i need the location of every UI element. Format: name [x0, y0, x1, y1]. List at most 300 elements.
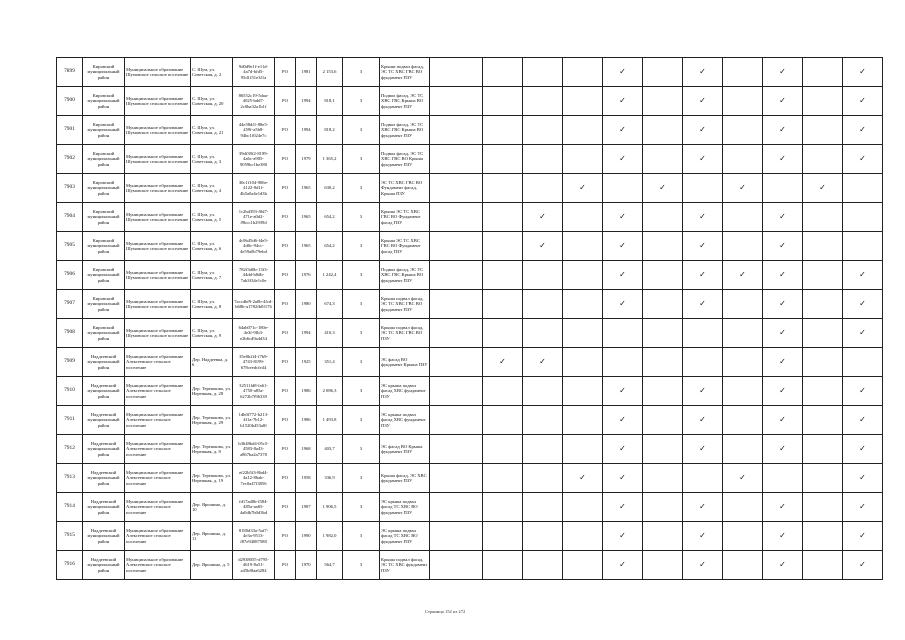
table-row: [57, 319, 883, 348]
district-cell: Наддеевский муниципальный район: [83, 435, 125, 464]
check-icon: ✓: [603, 435, 643, 464]
empty-cell: [563, 522, 603, 551]
works-cell: Крыша подвал фасад, ЭС ТС ХВС фундамент ПЗУ: [380, 551, 430, 580]
works-cell: ЭС крыша подвал фасад ХВС фундамент ПЗУ: [380, 377, 430, 406]
empty-cell: [723, 145, 763, 174]
empty-cell: [683, 464, 723, 493]
empty-cell: [683, 319, 723, 348]
district-cell: Наддеевский муниципальный район: [83, 551, 125, 580]
row-number: 7910: [57, 377, 83, 406]
works-cell: Крыша фасад, ЭС ХВС фундамент ПЗУ: [380, 464, 430, 493]
empty-cell: [643, 87, 683, 116]
check-icon: ✓: [843, 435, 883, 464]
district-cell: Кировский муниципальный район: [83, 87, 125, 116]
ro-cell: РО: [275, 116, 296, 145]
year-cell: 1994: [296, 319, 317, 348]
empty-cell: [563, 377, 603, 406]
area-cell: 1 906,5: [317, 493, 343, 522]
empty-cell: [523, 87, 563, 116]
district-cell: Кировский муниципальный район: [83, 116, 125, 145]
check-icon: ✓: [603, 87, 643, 116]
empty-cell: [563, 261, 603, 290]
check-icon: ✓: [763, 58, 803, 87]
empty-cell: [430, 116, 483, 145]
check-icon: ✓: [843, 261, 883, 290]
area-cell: 654,2: [317, 203, 343, 232]
fias-code-cell: fd17ad0b-f584-485a-aa65-4a0db7b0d3bd: [233, 493, 275, 522]
count-cell: 3: [343, 319, 380, 348]
empty-cell: [563, 551, 603, 580]
works-cell: ЭС крыша подвал фасад ТС ХВС ВО фундамент ПЗУ: [380, 493, 430, 522]
empty-cell: [723, 522, 763, 551]
check-icon: ✓: [843, 319, 883, 348]
ro-cell: РО: [275, 174, 296, 203]
empty-cell: [483, 87, 523, 116]
year-cell: 1965: [296, 174, 317, 203]
check-icon: ✓: [843, 551, 883, 580]
check-icon: ✓: [763, 290, 803, 319]
address-cell: Дер. Наддеевка, д. 6: [191, 348, 233, 377]
empty-cell: [483, 290, 523, 319]
ro-cell: РО: [275, 377, 296, 406]
check-icon: ✓: [723, 261, 763, 290]
empty-cell: [803, 435, 843, 464]
fias-code-cell: 39df39f2-8199-4a6c-a905-9059bc1be380: [233, 145, 275, 174]
works-cell: ЭС фасад ВО фундамент Крыша ПЗУ: [380, 348, 430, 377]
district-cell: Наддеевский муниципальный район: [83, 522, 125, 551]
table-row: [57, 377, 883, 406]
empty-cell: [523, 435, 563, 464]
works-cell: ЭС крыша подвал фасад ТС ХВС ВО фундамент ПЗУ: [380, 522, 430, 551]
fias-code-cell: ef22b5f3-8bd4-4a12-86ab-7ec0a47f3856: [233, 464, 275, 493]
row-number: 7914: [57, 493, 83, 522]
empty-cell: [723, 203, 763, 232]
ro-cell: РО: [275, 232, 296, 261]
empty-cell: [723, 348, 763, 377]
empty-cell: [803, 203, 843, 232]
year-cell: 1981: [296, 58, 317, 87]
district-cell: Кировский муниципальный район: [83, 319, 125, 348]
district-cell: Кировский муниципальный район: [83, 174, 125, 203]
area-cell: 1 365,2: [317, 145, 343, 174]
check-icon: ✓: [683, 493, 723, 522]
empty-cell: [523, 145, 563, 174]
check-icon: ✓: [683, 377, 723, 406]
works-cell: Подвал фасад, ЭС ТС ХВС ГВС Крыша ВО фундамент ПЗУ: [380, 87, 430, 116]
year-cell: 1986: [296, 377, 317, 406]
check-icon: ✓: [683, 406, 723, 435]
check-icon: ✓: [683, 145, 723, 174]
empty-cell: [430, 493, 483, 522]
municipality-cell: Муниципальное образование Алексеевское сельское поселение: [125, 464, 191, 493]
empty-cell: [803, 377, 843, 406]
check-icon: ✓: [843, 464, 883, 493]
table-row: [57, 116, 883, 145]
check-icon: ✓: [603, 145, 643, 174]
empty-cell: [430, 174, 483, 203]
year-cell: 1990: [296, 522, 317, 551]
address-cell: Дер. Ярошино, д. 5: [191, 551, 233, 580]
empty-cell: [723, 290, 763, 319]
table-row: [57, 232, 883, 261]
table-row: [57, 406, 883, 435]
row-number: 7901: [57, 116, 83, 145]
empty-cell: [723, 232, 763, 261]
address-cell: Дер. Терешково, ул. Нерешкая, д. 8: [191, 435, 233, 464]
municipality-cell: Муниципальное образование Алексеевское сельское поселение: [125, 377, 191, 406]
empty-cell: [723, 493, 763, 522]
empty-cell: [430, 435, 483, 464]
empty-cell: [483, 203, 523, 232]
check-icon: ✓: [763, 87, 803, 116]
count-cell: 3: [343, 493, 380, 522]
empty-cell: [803, 551, 843, 580]
empty-cell: [603, 348, 643, 377]
check-icon: ✓: [763, 377, 803, 406]
empty-cell: [683, 174, 723, 203]
empty-cell: [803, 116, 843, 145]
check-icon: ✓: [563, 174, 603, 203]
municipality-cell: Муниципальное образование Алексеевское сельское поселение: [125, 493, 191, 522]
count-cell: 3: [343, 261, 380, 290]
year-cell: 1979: [296, 145, 317, 174]
count-cell: 3: [343, 406, 380, 435]
row-number: 7905: [57, 232, 83, 261]
fias-code-cell: 86552c19-5daa-4025-bdd7-2c0ba32a1b1f: [233, 87, 275, 116]
count-cell: 3: [343, 58, 380, 87]
empty-cell: [523, 493, 563, 522]
empty-cell: [563, 319, 603, 348]
empty-cell: [763, 464, 803, 493]
empty-cell: [723, 87, 763, 116]
empty-cell: [563, 203, 603, 232]
row-number: 7899: [57, 58, 83, 87]
empty-cell: [803, 261, 843, 290]
address-cell: С. Шум, ул. Советская, д. 3: [191, 145, 233, 174]
fias-code-cell: 1c2bd393-f0d7-471e-a0d2-f9bcc1b2939d: [233, 203, 275, 232]
empty-cell: [563, 116, 603, 145]
count-cell: 3: [343, 145, 380, 174]
year-cell: 1976: [296, 261, 317, 290]
municipality-cell: Муниципальное образование Шумовское сельское поселение: [125, 203, 191, 232]
check-icon: ✓: [683, 435, 723, 464]
works-cell: Крыши подвал фасад, ЭС ТС ХВС ГВС ВО фундамент ПЗУ: [380, 58, 430, 87]
empty-cell: [723, 406, 763, 435]
area-cell: 1 493,8: [317, 406, 343, 435]
empty-cell: [563, 290, 603, 319]
check-icon: ✓: [483, 348, 523, 377]
area-cell: 410,3: [317, 319, 343, 348]
empty-cell: [430, 406, 483, 435]
table-row: [57, 203, 883, 232]
year-cell: 1987: [296, 493, 317, 522]
empty-cell: [483, 551, 523, 580]
empty-cell: [430, 203, 483, 232]
ro-cell: РО: [275, 493, 296, 522]
row-number: 7903: [57, 174, 83, 203]
works-cell: Подвал фасад, ЭС ТС ХВС ГВС Крыша ВО фундамент ПЗУ: [380, 261, 430, 290]
check-icon: ✓: [763, 232, 803, 261]
ro-cell: РО: [275, 348, 296, 377]
area-cell: 818,1: [317, 87, 343, 116]
empty-cell: [563, 145, 603, 174]
table-row: [57, 348, 883, 377]
empty-cell: [643, 232, 683, 261]
fias-code-cell: 64ab071c-180e-4e3f-9fb3-e2b6cd9a4d34: [233, 319, 275, 348]
count-cell: 3: [343, 464, 380, 493]
address-cell: С. Шум, ул. Советская, д. 5: [191, 203, 233, 232]
empty-cell: [483, 493, 523, 522]
fias-code-cell: b3648bd4-05c5-4583-8a43-a867ba2a7378: [233, 435, 275, 464]
municipality-cell: Муниципальное образование Шумовское сельское поселение: [125, 290, 191, 319]
row-number: 7906: [57, 261, 83, 290]
check-icon: ✓: [523, 203, 563, 232]
check-icon: ✓: [763, 493, 803, 522]
check-icon: ✓: [603, 377, 643, 406]
count-cell: 3: [343, 87, 380, 116]
area-cell: 818,2: [317, 116, 343, 145]
empty-cell: [523, 377, 563, 406]
check-icon: ✓: [603, 464, 643, 493]
count-cell: 3: [343, 174, 380, 203]
check-icon: ✓: [763, 145, 803, 174]
municipality-cell: Муниципальное образование Шумовское сельское поселение: [125, 87, 191, 116]
row-number: 7900: [57, 87, 83, 116]
empty-cell: [563, 87, 603, 116]
check-icon: ✓: [603, 58, 643, 87]
area-cell: 336,9: [317, 464, 343, 493]
ro-cell: РО: [275, 464, 296, 493]
check-icon: ✓: [763, 551, 803, 580]
empty-cell: [483, 145, 523, 174]
empty-cell: [523, 522, 563, 551]
check-icon: ✓: [723, 174, 763, 203]
ro-cell: РО: [275, 87, 296, 116]
check-icon: ✓: [683, 551, 723, 580]
empty-cell: [643, 319, 683, 348]
check-icon: ✓: [603, 232, 643, 261]
empty-cell: [483, 58, 523, 87]
check-icon: ✓: [843, 290, 883, 319]
check-icon: ✓: [763, 319, 803, 348]
works-cell: ЭС крыша подвал фасад ХВС фундамент ПЗУ: [380, 406, 430, 435]
year-cell: 1968: [296, 435, 317, 464]
ro-cell: РО: [275, 319, 296, 348]
check-icon: ✓: [763, 261, 803, 290]
fias-code-cell: 44e58df1-88e5-459f-a5b8-94bc1f024e7c: [233, 116, 275, 145]
row-number: 7916: [57, 551, 83, 580]
check-icon: ✓: [523, 232, 563, 261]
address-cell: С. Шум, ул. Советская, д. 8: [191, 290, 233, 319]
empty-cell: [563, 348, 603, 377]
table-row: [57, 174, 883, 203]
empty-cell: [643, 493, 683, 522]
empty-cell: [643, 435, 683, 464]
table-row: [57, 464, 883, 493]
ro-cell: РО: [275, 406, 296, 435]
check-icon: ✓: [843, 116, 883, 145]
empty-cell: [523, 406, 563, 435]
check-icon: ✓: [763, 203, 803, 232]
table-row: [57, 435, 883, 464]
check-icon: ✓: [763, 522, 803, 551]
empty-cell: [643, 203, 683, 232]
empty-cell: [483, 406, 523, 435]
check-icon: ✓: [843, 522, 883, 551]
district-cell: Кировский муниципальный район: [83, 261, 125, 290]
empty-cell: [483, 464, 523, 493]
ro-cell: РО: [275, 203, 296, 232]
ro-cell: РО: [275, 290, 296, 319]
count-cell: 3: [343, 435, 380, 464]
check-icon: ✓: [523, 348, 563, 377]
empty-cell: [483, 116, 523, 145]
check-icon: ✓: [683, 232, 723, 261]
works-cell: Подвал фасад, ЭС ТС ХВС ГВС Крыша ВО фундамент ПЗУ: [380, 116, 430, 145]
empty-cell: [643, 348, 683, 377]
works-cell: Крыша подвал фасад, ЭС ТС ХВС ГВС ВО ПЗУ: [380, 319, 430, 348]
empty-cell: [430, 232, 483, 261]
fias-code-cell: 30c1f104-906e-4122-9d1f-4b5a0a4e1d3b: [233, 174, 275, 203]
row-number: 7912: [57, 435, 83, 464]
row-number: 7902: [57, 145, 83, 174]
check-icon: ✓: [683, 290, 723, 319]
empty-cell: [483, 232, 523, 261]
municipality-cell: Муниципальное образование Шумовское сельское поселение: [125, 261, 191, 290]
works-cell: Крыша ЭС ТС ХВС ГВС ВО Фундамент фасад ПЗУ: [380, 203, 430, 232]
table-row: [57, 145, 883, 174]
empty-cell: [523, 261, 563, 290]
page-footer: Страница 152 из 272: [425, 609, 466, 614]
check-icon: ✓: [843, 87, 883, 116]
empty-cell: [523, 290, 563, 319]
empty-cell: [723, 377, 763, 406]
municipality-cell: Муниципальное образование Алексеевское сельское поселение: [125, 348, 191, 377]
check-icon: ✓: [603, 551, 643, 580]
empty-cell: [803, 145, 843, 174]
empty-cell: [643, 377, 683, 406]
empty-cell: [843, 232, 883, 261]
fias-code-cell: 9d0d9e1f-e11d-4a7d-bfd5-95d1f51e3f1a: [233, 58, 275, 87]
district-cell: Кировский муниципальный район: [83, 290, 125, 319]
area-cell: 2 153,6: [317, 58, 343, 87]
municipality-cell: Муниципальное образование Шумовское сельское поселение: [125, 116, 191, 145]
municipality-cell: Муниципальное образование Шумовское сельское поселение: [125, 319, 191, 348]
row-number: 7909: [57, 348, 83, 377]
works-cell: Крыша подвал фасад, ЭС ТС ХВС ГВС ВО фундамент ПЗУ: [380, 290, 430, 319]
municipality-cell: Муниципальное образование Алексеевское сельское поселение: [125, 551, 191, 580]
year-cell: 1958: [296, 464, 317, 493]
district-cell: Кировский муниципальный район: [83, 203, 125, 232]
empty-cell: [563, 493, 603, 522]
works-cell: ЭС фасад ВО Крыша фундамент ПЗУ: [380, 435, 430, 464]
district-cell: Наддеевский муниципальный район: [83, 406, 125, 435]
address-cell: С. Шум, ул. Советская, д. 9: [191, 319, 233, 348]
empty-cell: [803, 290, 843, 319]
count-cell: 3: [343, 203, 380, 232]
empty-cell: [643, 551, 683, 580]
fias-code-cell: d2938055-d795-4619-8a51-a45bf8aa6284: [233, 551, 275, 580]
empty-cell: [723, 435, 763, 464]
municipality-cell: Муниципальное образование Шумовское сельское поселение: [125, 145, 191, 174]
municipality-cell: Муниципальное образование Алексеевское сельское поселение: [125, 435, 191, 464]
empty-cell: [523, 551, 563, 580]
district-cell: Наддеевский муниципальный район: [83, 348, 125, 377]
check-icon: ✓: [603, 290, 643, 319]
check-icon: ✓: [683, 58, 723, 87]
table-row: [57, 58, 883, 87]
empty-cell: [603, 319, 643, 348]
empty-cell: [563, 406, 603, 435]
fias-code-cell: 32511fd8-fa61-4750-a85a-6272b7f96339: [233, 377, 275, 406]
empty-cell: [430, 319, 483, 348]
ro-cell: РО: [275, 145, 296, 174]
row-number: 7911: [57, 406, 83, 435]
check-icon: ✓: [603, 406, 643, 435]
check-icon: ✓: [723, 464, 763, 493]
address-cell: Дер. Терешково, ул. Нерешкая, д. 19: [191, 464, 233, 493]
year-cell: 1925: [296, 348, 317, 377]
empty-cell: [523, 174, 563, 203]
fias-code-cell: 1db0f772-b213-4f1a-7b12-b1520b453a8f: [233, 406, 275, 435]
year-cell: 1994: [296, 87, 317, 116]
row-number: 7904: [57, 203, 83, 232]
address-cell: С. Шум, ул. Советская, д. 20: [191, 87, 233, 116]
empty-cell: [430, 145, 483, 174]
ro-cell: РО: [275, 58, 296, 87]
empty-cell: [803, 493, 843, 522]
municipality-cell: Муниципальное образование Шумовское сельское поселение: [125, 58, 191, 87]
check-icon: ✓: [683, 203, 723, 232]
municipality-cell: Муниципальное образование Алексеевское сельское поселение: [125, 406, 191, 435]
check-icon: ✓: [843, 377, 883, 406]
fias-code-cell: 8180d33a-5af7-4e3a-9513-f87e94087588: [233, 522, 275, 551]
area-cell: 403,7: [317, 435, 343, 464]
year-cell: 1970: [296, 551, 317, 580]
check-icon: ✓: [683, 261, 723, 290]
row-number: 7908: [57, 319, 83, 348]
empty-cell: [723, 551, 763, 580]
empty-cell: [430, 290, 483, 319]
empty-cell: [430, 58, 483, 87]
empty-cell: [803, 58, 843, 87]
empty-cell: [843, 203, 883, 232]
empty-cell: [643, 406, 683, 435]
count-cell: 3: [343, 116, 380, 145]
district-cell: Наддеевский муниципальный район: [83, 493, 125, 522]
empty-cell: [643, 464, 683, 493]
district-cell: Кировский муниципальный район: [83, 58, 125, 87]
empty-cell: [643, 261, 683, 290]
empty-cell: [803, 522, 843, 551]
address-cell: С. Шум, ул. Советская, д. 6: [191, 232, 233, 261]
empty-cell: [430, 261, 483, 290]
check-icon: ✓: [603, 261, 643, 290]
count-cell: 3: [343, 348, 380, 377]
address-cell: С. Шум, ул. Советская, д. 21: [191, 116, 233, 145]
empty-cell: [430, 377, 483, 406]
empty-cell: [563, 58, 603, 87]
fias-code-cell: 782f3d0b-13f3-44dd-b8db-7ab3f34e1c0e: [233, 261, 275, 290]
empty-cell: [523, 116, 563, 145]
empty-cell: [843, 348, 883, 377]
empty-cell: [643, 116, 683, 145]
check-icon: ✓: [603, 493, 643, 522]
table-row: [57, 87, 883, 116]
empty-cell: [563, 435, 603, 464]
fias-code-cell: 4c9b45d6-f4e5-4d0c-94cc-4e59a0b79ebd: [233, 232, 275, 261]
area-cell: 1 982,0: [317, 522, 343, 551]
